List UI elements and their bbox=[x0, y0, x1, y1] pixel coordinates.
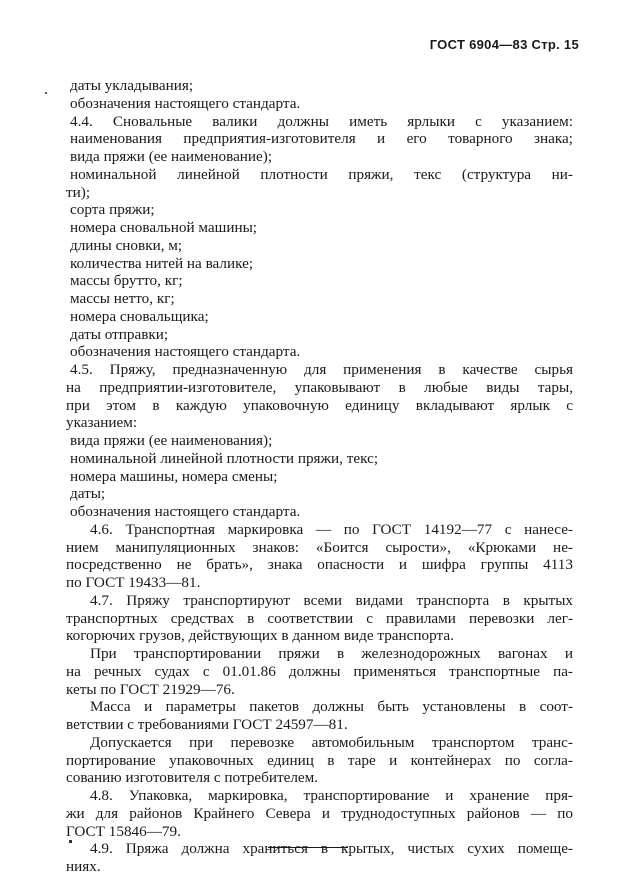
text-line: ГОСТ 15846—79. bbox=[66, 822, 181, 840]
text-line: ниях. bbox=[66, 858, 101, 875]
text-line: на предприятии-изготовителе, упаковывают в любые виды тары, bbox=[66, 378, 573, 396]
scan-mark bbox=[45, 92, 47, 94]
text-line: нием манипуляционных знаков: «Боится сырости», «Крюками не- bbox=[66, 538, 573, 556]
text-line: указанием: bbox=[66, 414, 138, 432]
text-line: кеты по ГОСТ 21929—76. bbox=[66, 680, 235, 698]
text-line: обозначения настоящего стандарта. bbox=[70, 343, 301, 361]
text-line: обозначения настоящего стандарта. bbox=[70, 503, 301, 520]
text-line: ти); bbox=[66, 183, 91, 201]
clause-4-5-heading: 4.5. Пряжу, предназначенную для применения в качестве сырья bbox=[70, 361, 573, 378]
clause-4-6-heading: 4.6. Транспортная маркировка — по ГОСТ 14192—77 с нанесе- bbox=[90, 520, 573, 538]
end-rule-divider bbox=[268, 847, 348, 848]
text-line: При транспортировании пряжи в железнодорожных вагонах и bbox=[90, 645, 573, 662]
text-line: вида пряжи (ее наименование); bbox=[70, 148, 273, 165]
text-line: даты укладывания; bbox=[70, 77, 194, 94]
text-line: массы нетто, кг; bbox=[70, 290, 175, 307]
text-line: номинальной линейной плотности пряжи, текс (структура ни- bbox=[70, 165, 573, 183]
text-line: Допускается при перевозке автомобильным транспортом транс- bbox=[90, 733, 573, 751]
text-line: ветствии с требованиями ГОСТ 24597—81. bbox=[66, 716, 348, 733]
scan-mark bbox=[69, 840, 72, 843]
text-line: наименования предприятия-изготовителя и его товарного знака; bbox=[70, 130, 573, 148]
text-line: Масса и параметры пакетов должны быть установлены в соот- bbox=[90, 698, 573, 716]
text-line: количества нитей на валике; bbox=[70, 254, 254, 272]
text-line: номинальной линейной плотности пряжи, текс; bbox=[70, 449, 379, 467]
clause-4-4-heading: 4.4. Сновальные валики должны иметь ярлыки с указанием: bbox=[70, 112, 573, 130]
clause-4-7-heading: 4.7. Пряжу транспортируют всеми видами транспорта в крытых bbox=[90, 591, 573, 609]
text-line: длины сновки, м; bbox=[70, 236, 183, 254]
text-line: номера сновальной машины; bbox=[70, 219, 257, 236]
text-line: обозначения настоящего стандарта. bbox=[70, 94, 301, 112]
text-line: даты; bbox=[70, 485, 106, 503]
page-header: ГОСТ 6904—83 Стр. 15 bbox=[429, 37, 579, 52]
text-line: номера машины, номера смены; bbox=[70, 467, 278, 485]
text-line: массы брутто, кг; bbox=[70, 272, 183, 290]
text-line: сованию изготовителя с потребителем. bbox=[66, 769, 319, 787]
text-line: портирование упаковочных единиц в таре и контейнерах по согла- bbox=[66, 751, 573, 769]
text-line: посредственно не брать», знака опасности и шифра группы 4113 bbox=[66, 556, 573, 574]
text-line: на речных судах с 01.01.86 должны применяться транспортные па- bbox=[66, 662, 573, 680]
clause-4-9-heading: 4.9. Пряжа должна храниться в крытых, чистых сухих помеще- bbox=[90, 840, 573, 858]
text-line: сорта пряжи; bbox=[70, 201, 155, 219]
document-body bbox=[68, 77, 573, 876]
text-line: по ГОСТ 19433—81. bbox=[66, 574, 201, 591]
text-line: при этом в каждую упаковочную единицу вкладывают ярлык с bbox=[66, 396, 573, 414]
text-line: жи для районов Крайнего Севера и труднодоступных районов — по bbox=[66, 804, 573, 822]
text-line: даты отправки; bbox=[70, 325, 169, 343]
text-line: когорючих грузов, действующих в данном виде транспорта. bbox=[66, 627, 454, 645]
text-line: вида пряжи (ее наименования); bbox=[70, 432, 273, 449]
clause-4-8-heading: 4.8. Упаковка, маркировка, транспортирование и хранение пря- bbox=[90, 787, 573, 804]
text-line: транспортных средствах в соответствии с правилами перевозки лег- bbox=[66, 609, 573, 627]
text-line: номера сновальщика; bbox=[70, 307, 209, 325]
